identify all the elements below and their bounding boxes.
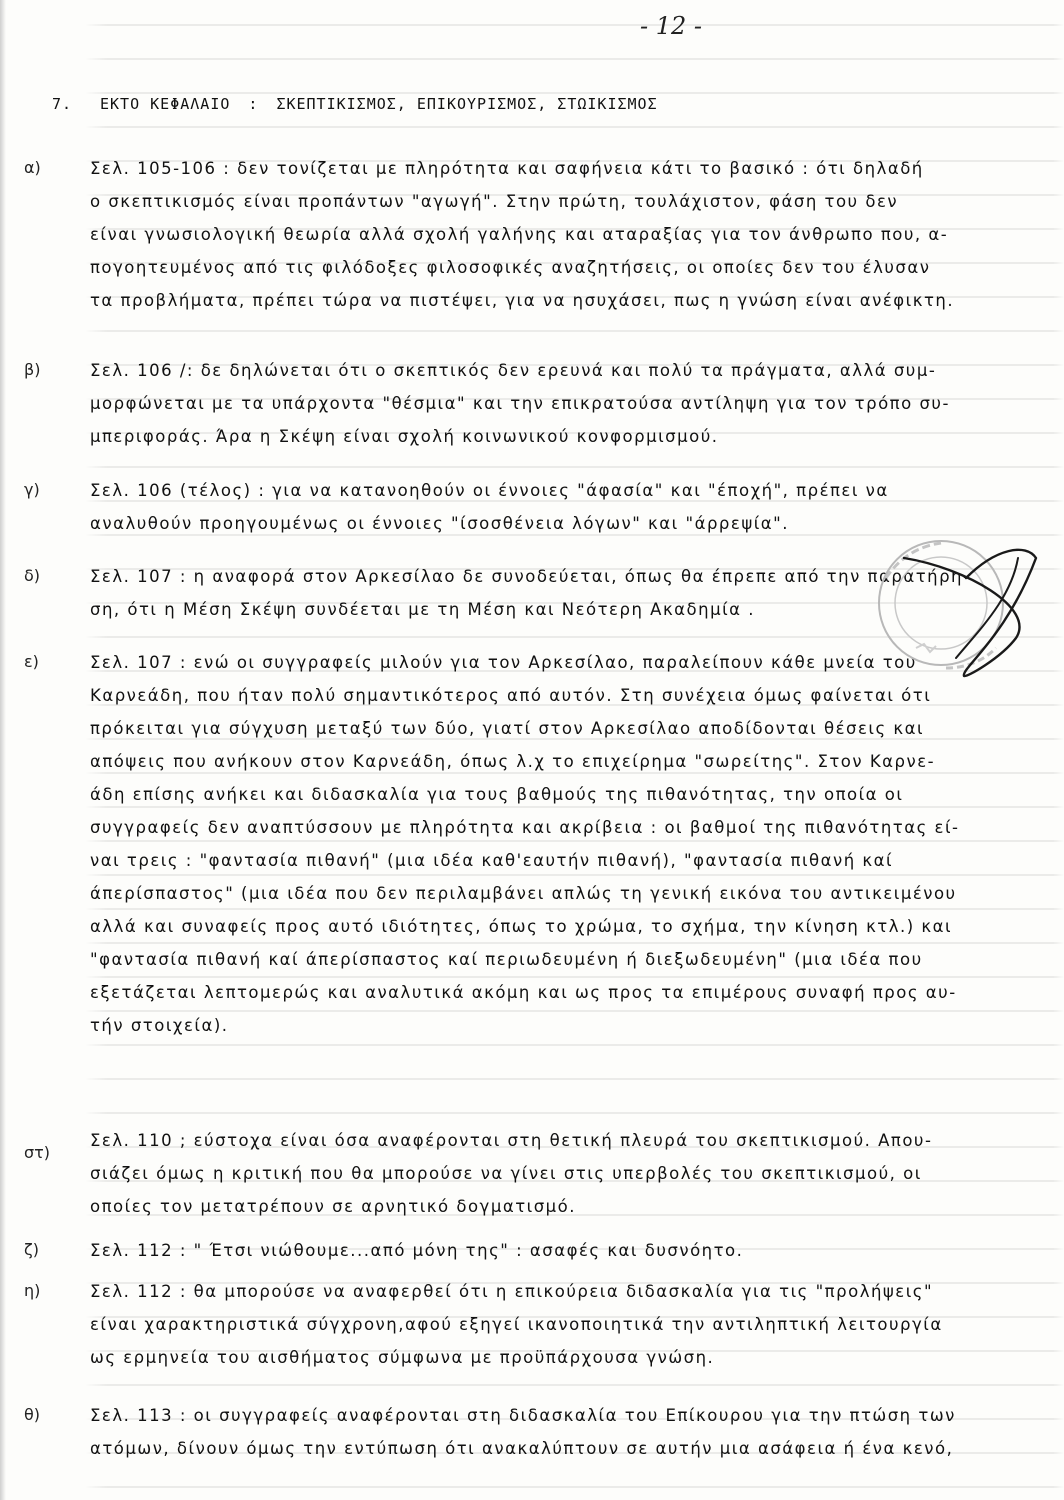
item-line: τήν στοιχεία).	[90, 1016, 229, 1035]
item-marker: α)	[24, 158, 41, 177]
item-line: Σελ. 105-106 : δεν τονίζεται με πληρότητα και σαφήνεια κάτι το βασικό : ότι δηλαδή	[90, 159, 924, 178]
item-line: μορφώνεται με τα υπάρχοντα "θέσμια" και την επικρατούσα αντίληψη για τον τρόπο συ-	[90, 394, 950, 413]
section-subject: ΣΚΕΠΤΙΚΙΣΜΟΣ, ΕΠΙΚΟΥΡΙΣΜΟΣ, ΣΤΩΙΚΙΣΜΟΣ	[276, 95, 658, 113]
item-line: μπεριφοράς. Άρα η Σκέψη είναι σχολή κοινωνικού κονφορμισμού.	[90, 427, 719, 446]
item-line: Σελ. 110 ; εύστοχα είναι όσα αναφέρονται στη θετική πλευρά του σκεπτικισμού. Απου-	[90, 1131, 933, 1150]
item-marker: ε)	[24, 652, 39, 671]
page-number: - 12 -	[640, 12, 703, 40]
item-line: Σελ. 106 (τέλος) : για να κατανοηθούν οι έννοιες "άφασία" και "έποχή", πρέπει να	[90, 481, 889, 500]
list-item	[90, 1234, 1056, 1267]
list-item	[90, 1275, 1056, 1374]
item-line: Σελ. 112 : θα μπορούσε να αναφερθεί ότι η επικούρεια διδασκαλία για τις "προλήψεις"	[90, 1282, 934, 1301]
item-line: Σελ. 113 : οι συγγραφείς αναφέρονται στη διδασκαλία του Επίκουρου για την πτώση των	[90, 1406, 956, 1425]
item-line: ση, ότι η Μέση Σκέψη συνδέεται με τη Μέση και Νεότερη Ακαδημία .	[90, 600, 756, 619]
official-stamp	[846, 518, 1046, 718]
item-marker: θ)	[24, 1405, 41, 1424]
item-line: εξετάζεται λεπτομερώς και αναλυτικά ακόμη και ως προς τα επιμέρους συναφή προς αυ-	[90, 983, 957, 1002]
item-line: ως ερμηνεία του αισθήματος σύμφωνα με προϋπάρχουσα γνώση.	[90, 1348, 715, 1367]
item-line: Σελ. 106 /: δε δηλώνεται ότι ο σκεπτικός δεν ερευνά και πολύ τα πράγματα, αλλά συμ-	[90, 361, 937, 380]
item-line: Σελ. 107 : η αναφορά στον Αρκεσίλαο δε συνοδεύεται, όπως θα έπρεπε από την παρατήρη-	[90, 567, 971, 586]
stamp-signature-graphic	[846, 518, 1046, 718]
item-marker: στ)	[24, 1143, 51, 1162]
item-marker: γ)	[24, 480, 40, 499]
item-line: αναλυθούν προηγουμένως οι έννοιες "ίσοσθένεια λόγων" και "άρρεψία".	[90, 514, 789, 533]
item-marker: η)	[24, 1281, 41, 1300]
section-number: 7.	[52, 95, 73, 113]
item-line: "φαντασία πιθανή καί άπερίσπαστος καί περιωδευμένη ή διεξωδευμένη" (μια ιδέα που	[90, 950, 923, 969]
item-marker: β)	[24, 360, 41, 379]
list-item	[90, 152, 1056, 317]
item-line: αλλά και συναφείς προς αυτό ιδιότητες, όπως το χρώμα, το σχήμα, την κίνηση κτλ.) και	[90, 917, 953, 936]
item-line: τα προβλήματα, πρέπει τώρα να πιστέψει, για να ησυχάσει, πως η γνώση είναι ανέφικτη.	[90, 291, 955, 310]
item-line: Σελ. 112 : " Έτσι νιώθουμε...από μόνη της" : ασαφές και δυσνόητο.	[90, 1241, 744, 1260]
item-line: ο σκεπτικισμός είναι προπάντων "αγωγή". Στην πρώτη, τουλάχιστον, φάση του δεν	[90, 192, 899, 211]
list-item	[90, 1124, 1056, 1223]
section-title: ΕΚΤΟ ΚΕΦΑΛΑΙΟ	[100, 95, 231, 113]
item-marker: ζ)	[24, 1240, 39, 1259]
section-heading	[52, 95, 658, 113]
item-line: είναι γνωσιολογική θεωρία αλλά σχολή γαλήνης και αταραξίας για τον άνθρωπο που, α-	[90, 225, 949, 244]
item-line: είναι χαρακτηριστικά σύγχρονη,αφού εξηγεί ικανοποιητικά την αντιληπτική λειτουργία	[90, 1315, 943, 1334]
item-line: πογοητευμένος από τις φιλόδοξες φιλοσοφικές αναζητήσεις, οι οποίες δεν του έλυσαν	[90, 258, 931, 277]
item-marker: δ)	[24, 566, 41, 585]
item-line: σιάζει όμως η κριτική που θα μπορούσε να γίνει στις υπερβολές του σκεπτικισμού, οι	[90, 1164, 922, 1183]
item-line: άπερίσπαστος" (μια ιδέα που δεν περιλαμβάνει απλώς τη γενική εικόνα του αντικειμένου	[90, 884, 957, 903]
item-line: Σελ. 107 : ενώ οι συγγραφείς μιλούν για τον Αρκεσίλαο, παραλείπουν κάθε μνεία του	[90, 653, 917, 672]
list-item	[90, 354, 1056, 453]
list-item	[90, 1399, 1056, 1465]
item-line: Καρνεάδη, που ήταν πολύ σημαντικότερος από αυτόν. Στη συνέχεια όμως φαίνεται ότι	[90, 686, 932, 705]
heading-separator: :	[248, 95, 259, 113]
page-edge-shadow	[0, 0, 6, 1500]
item-line: ναι τρεις : "φαντασία πιθανή" (μια ιδέα καθ'εαυτήν πιθανή), "φαντασία πιθανή καί	[90, 851, 894, 870]
item-line: άδη επίσης ανήκει και διδασκαλία για τους βαθμούς της πιθανότητας, την οποία οι	[90, 785, 904, 804]
item-line: πρόκειται για σύγχυση μεταξύ των δύο, γιατί στον Αρκεσίλαο αποδίδονται θέσεις και	[90, 719, 925, 738]
item-line: οποίες τον μετατρέπουν σε αρνητικό δογματισμό.	[90, 1197, 577, 1216]
item-line: ατόμων, δίνουν όμως την εντύπωση ότι ανακαλύπτουν σε αυτήν μια ασάφεια ή ένα κενό,	[90, 1439, 954, 1458]
item-line: απόψεις που ανήκουν στον Καρνεάδη, όπως λ.χ το επιχείρημα "σωρείτης". Στον Καρνε-	[90, 752, 936, 771]
item-line: συγγραφείς δεν αναπτύσσουν με πληρότητα και ακρίβεια : οι βαθμοί της πιθανότητας εί-	[90, 818, 960, 837]
